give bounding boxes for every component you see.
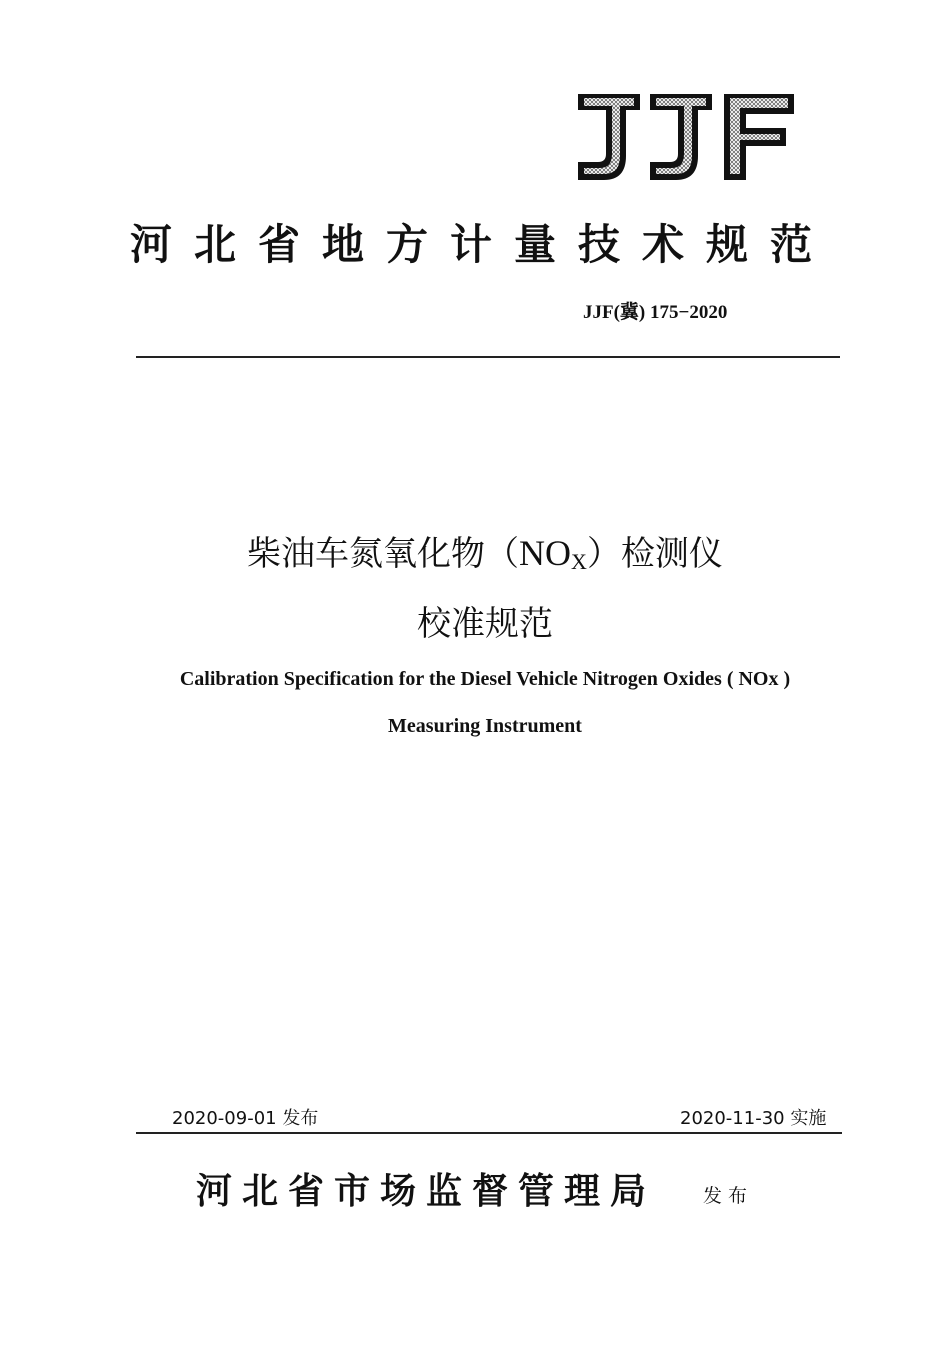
org-title: 河北省地方计量技术规范 [130, 220, 835, 269]
top-divider [136, 356, 840, 358]
jjf-logo [572, 90, 798, 186]
formula-subscript: X [571, 549, 587, 574]
title-prefix: 柴油车氮氧化物（ [247, 534, 520, 574]
title-suffix: ）检测仪 [586, 534, 723, 574]
english-title-line2: Measuring Instrument [388, 715, 582, 737]
publisher-suffix: 发布 [703, 1185, 754, 1207]
chinese-title-line2: 校准规范 [417, 604, 553, 644]
formula-main: NO [519, 533, 572, 573]
bottom-divider [136, 1132, 842, 1134]
standard-code: JJF(冀) 175−2020 [583, 302, 728, 323]
english-title-line1: Calibration Specification for the Diesel Vehicle Nitrogen Oxides ( NOx ) [179, 668, 791, 690]
chinese-title-line1 [10, 526, 950, 575]
issue-date: 2020-09-01 发布 [172, 1108, 319, 1129]
publisher-name: 河北省市场监督管理局 [196, 1170, 657, 1212]
implementation-date: 2020-11-30 实施 [680, 1108, 827, 1129]
